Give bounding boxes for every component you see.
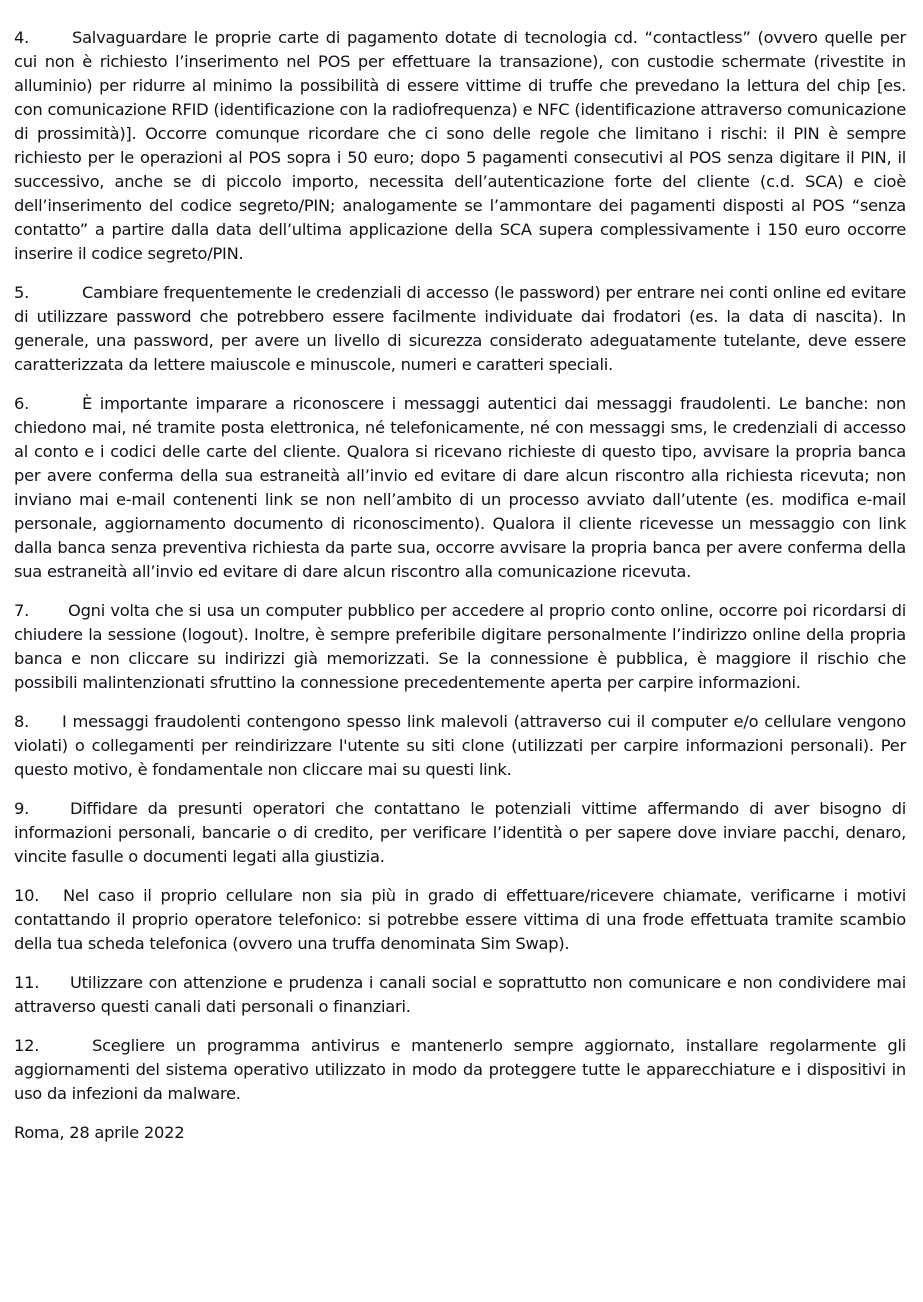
- paragraph-4: [14, 26, 906, 266]
- paragraph-4-text: Salvaguardare le proprie carte di pagamento dotate di tecnologia cd. “contactless” (ovvero quelle per cui non è richiesto l’inserimento nel POS per effettuare la transazione), con custodie schermate (rivestite in alluminio) per ridurre al minimo la possibilità di essere vittime di truffe che prevedano la lettura del chip [es. con comunicazione RFID (identificazione con la radiofrequenza) e NFC (identificazione attraverso comunicazione di prossimità)]. Occorre comunque ricordare che ci sono delle regole che limitano i rischi: il PIN è sempre richiesto per le operazioni al POS sopra i 50 euro; dopo 5 pagamenti consecutivi al POS senza digitare il PIN, il successivo, anche se di piccolo importo, necessita dell’autenticazione forte del cliente (c.d. SCA) e cioè dell’inserimento del codice segreto/PIN; analogamente se l’ammontare dei pagamenti disposti al POS “senza contatto” a partire dalla data dell’ultima applicazione della SCA supera complessivamente i 150 euro occorre inserire il codice segreto/PIN.: [14, 28, 906, 263]
- paragraph-8-text: I messaggi fraudolenti contengono spesso link malevoli (attraverso cui il computer e/o cellulare vengono violati) o collegamenti per reindirizzare l'utente su siti clone (utilizzati per carpire informazioni personali). Per questo motivo, è fondamentale non cliccare mai su questi link.: [14, 712, 906, 779]
- paragraph-11-number: 11.: [14, 973, 40, 992]
- paragraph-6-number: 6.: [14, 394, 30, 413]
- paragraph-7-text: Ogni volta che si usa un computer pubblico per accedere al proprio conto online, occorre poi ricordarsi di chiudere la sessione (logout). Inoltre, è sempre preferibile digitare personalmente l’indirizzo online della propria banca e non cliccare su indirizzi già memorizzati. Se la connessione è pubblica, è maggiore il rischio che possibili malintenzionati sfruttino la connessione precedentemente aperta per carpire informazioni.: [14, 601, 906, 692]
- paragraph-6-text: È importante imparare a riconoscere i messaggi autentici dai messaggi fraudolenti. Le banche: non chiedono mai, né tramite posta elettronica, né telefonicamente, né con messaggi sms, le credenziali di accesso al conto e i codici delle carte del cliente. Qualora si ricevano richieste di questo tipo, avvisare la propria banca per avere conferma della sua estraneità all’invio ed evitare di dare alcun riscontro alla richiesta ricevuta; non inviano mai e-mail contenenti link se non nell’ambito di un processo avviato dall’utente (es. modifica e-mail personale, aggiornamento documento di riconoscimento). Qualora il cliente ricevesse un messaggio con link dalla banca senza preventiva richiesta da parte sua, occorre avvisare la propria banca per avere conferma della sua estraneità all’invio ed evitare di dare alcun riscontro alla comunicazione ricevuta.: [14, 394, 906, 581]
- paragraph-9: [14, 797, 906, 869]
- paragraph-8: [14, 710, 906, 782]
- paragraph-9-text: Diffidare da presunti operatori che contattano le potenziali vittime affermando di aver bisogno di informazioni personali, bancarie o di credito, per verificare l’identità o per sapere dove inviare pacchi, denaro, vincite fasulle o documenti legati alla giustizia.: [14, 799, 906, 866]
- paragraph-10-number: 10.: [14, 886, 40, 905]
- paragraph-12-number: 12.: [14, 1036, 40, 1055]
- paragraph-7-number: 7.: [14, 601, 30, 620]
- paragraph-11-text: Utilizzare con attenzione e prudenza i canali social e soprattutto non comunicare e non condividere mai attraverso questi canali dati personali o finanziari.: [14, 973, 906, 1016]
- paragraph-6: [14, 392, 906, 584]
- paragraph-5-text: Cambiare frequentemente le credenziali di accesso (le password) per entrare nei conti online ed evitare di utilizzare password che potrebbero essere facilmente individuate dai frodatori (es. la data di nascita). In generale, una password, per avere un livello di sicurezza considerato adeguatamente tutelante, deve essere caratterizzata da lettere maiuscole e minuscole, numeri e caratteri speciali.: [14, 283, 906, 374]
- paragraph-10-text: Nel caso il proprio cellulare non sia più in grado di effettuare/ricevere chiamate, verificarne i motivi contattando il proprio operatore telefonico: si potrebbe essere vittima di una frode effettuata tramite scambio della tua scheda telefonica (ovvero una truffa denominata Sim Swap).: [14, 886, 906, 953]
- paragraph-4-number: 4.: [14, 28, 30, 47]
- paragraph-12-text: Scegliere un programma antivirus e mantenerlo sempre aggiornato, installare regolarmente gli aggiornamenti del sistema operativo utilizzato in modo da proteggere tutte le apparecchiature e i dispositivi in uso da infezioni da malware.: [14, 1036, 906, 1103]
- paragraph-9-number: 9.: [14, 799, 30, 818]
- paragraph-8-number: 8.: [14, 712, 30, 731]
- paragraph-7: [14, 599, 906, 695]
- paragraph-5: [14, 281, 906, 377]
- dateline: Roma, 28 aprile 2022: [14, 1123, 185, 1142]
- paragraph-5-number: 5.: [14, 283, 30, 302]
- paragraph-11: [14, 971, 906, 1019]
- paragraph-10: [14, 884, 906, 956]
- paragraph-12: [14, 1034, 906, 1106]
